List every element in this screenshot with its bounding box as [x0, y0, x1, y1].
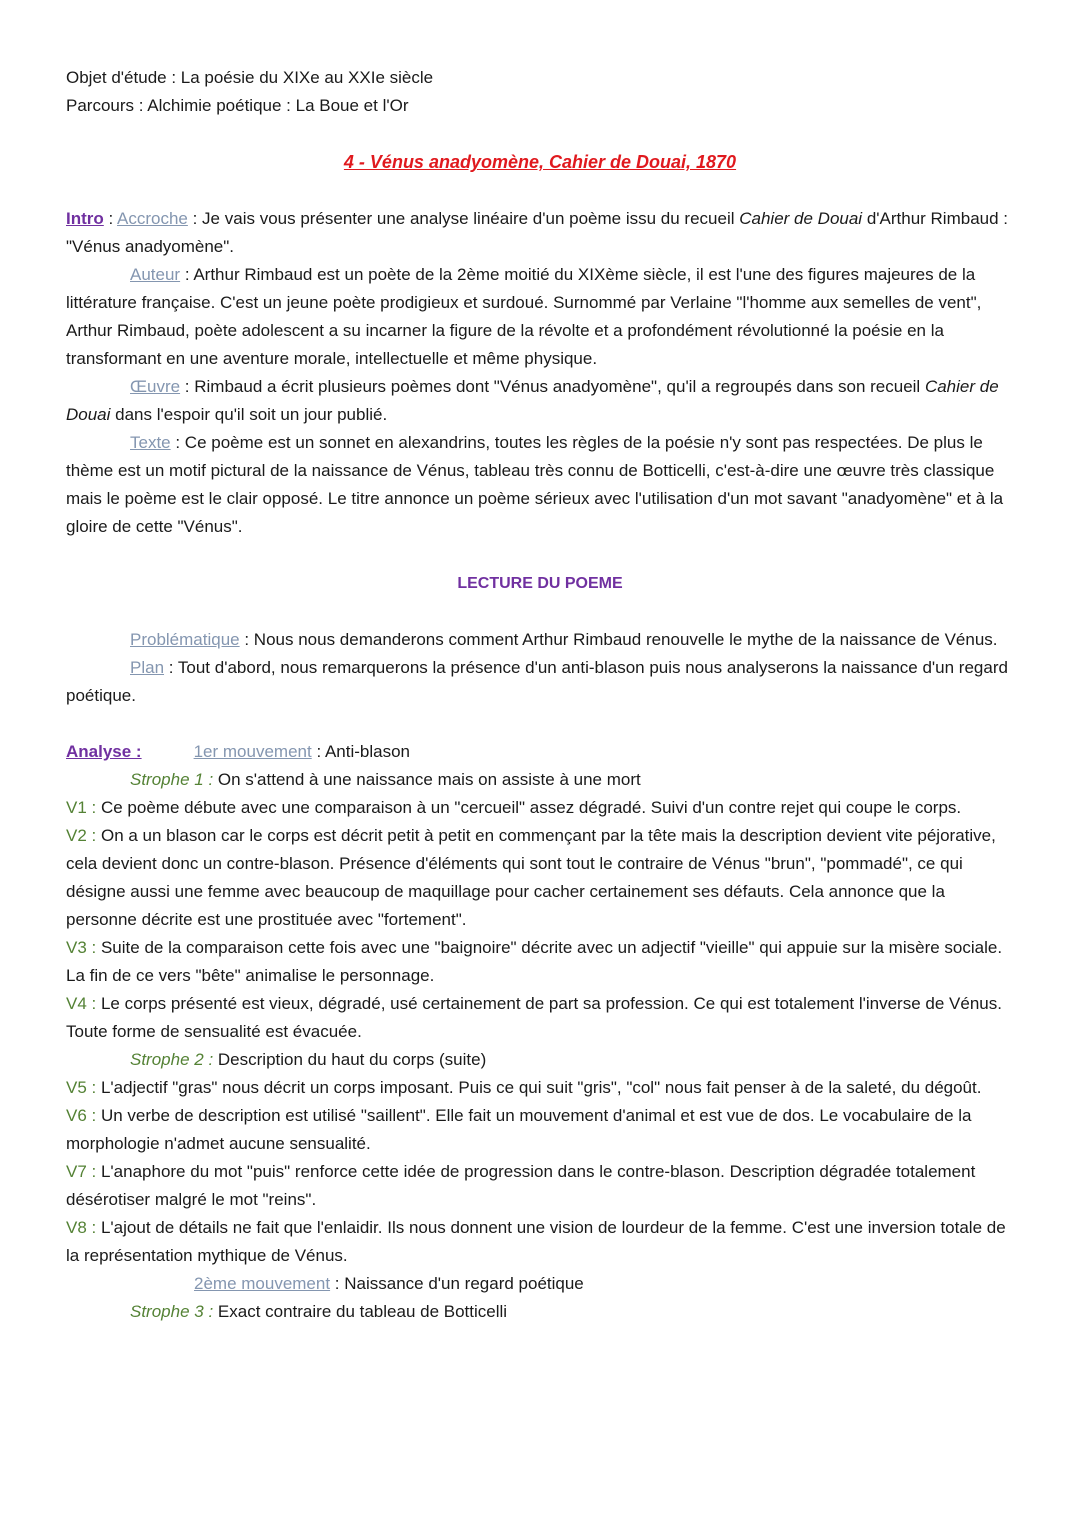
strophe2-text: Description du haut du corps (suite) — [213, 1050, 487, 1069]
verse-v1 — [66, 794, 1014, 822]
reading-heading: LECTURE DU POEME — [457, 575, 623, 592]
accroche-work: Cahier de Douai — [739, 209, 863, 228]
reading-wrap — [66, 569, 1014, 598]
v8-label: V8 : — [66, 1218, 97, 1237]
v3-label: V3 : — [66, 938, 97, 957]
strophe3-text: Exact contraire du tableau de Botticelli — [213, 1302, 508, 1321]
v1-label: V1 : — [66, 798, 97, 817]
v4-label: V4 : — [66, 994, 97, 1013]
v5-label: V5 : — [66, 1078, 97, 1097]
v6-text: Un verbe de description est utilisé "saillent". Elle fait un mouvement d'animal et est vue de dos. Le vocabulaire de la morphologie n'admet aucune sensualité. — [66, 1106, 972, 1153]
intro-sep: : — [103, 209, 118, 228]
strophe1-label: Strophe 1 : — [130, 770, 214, 789]
verse-v3 — [66, 934, 1014, 990]
oeuvre-text-a: : Rimbaud a écrit plusieurs poèmes dont "Vénus anadyomène", qu'il a regroupés dans son recueil — [180, 377, 925, 396]
verse-v8 — [66, 1214, 1014, 1270]
plan — [66, 654, 1014, 710]
plan-label: Plan — [130, 658, 165, 677]
strophe2-label: Strophe 2 : — [130, 1050, 214, 1069]
page-title: 4 - Vénus anadyomène, Cahier de Douai, 1870 — [343, 152, 737, 172]
oeuvre-work: Cahier de Douai — [66, 377, 999, 424]
v5-text: L'adjectif "gras" nous décrit un corps imposant. Puis ce qui suit "gris", "col" nous fait penser à de la saleté, du dégoût. — [96, 1078, 982, 1097]
problematique-text: : Nous nous demanderons comment Arthur Rimbaud renouvelle le mythe de la naissance de Vénus. — [239, 630, 998, 649]
oeuvre-text-b: dans l'espoir qu'il soit un jour publié. — [110, 405, 388, 424]
parcours: Parcours : Alchimie poétique : La Boue et l'Or — [66, 96, 409, 115]
move1-text: : Anti-blason — [311, 742, 410, 761]
v6-label: V6 : — [66, 1106, 97, 1125]
verse-v7 — [66, 1158, 1014, 1214]
intro-accroche — [66, 205, 1014, 261]
v7-label: V7 : — [66, 1162, 97, 1181]
verse-v4 — [66, 990, 1014, 1046]
intro-auteur — [66, 261, 1014, 373]
v2-text: On a un blason car le corps est décrit petit à petit en commençant par la tête mais la description devient vite péjorative, cela devient donc un contre-blason. Présence d'éléments qui sont tout le contraire de Vénus "brun", "pommadé", ce qui désigne aussi une femme avec beaucoup de maquillage pour cacher certainement ses défauts. Cela annonce que la personne décrite est une prostituée avec "fortement". — [66, 826, 996, 929]
strophe3-label: Strophe 3 : — [130, 1302, 214, 1321]
v8-text: L'ajout de détails ne fait que l'enlaidir. Ils nous donnent une vision de lourdeur de la femme. C'est une inversion totale de la représentation mythique de Vénus. — [66, 1218, 1006, 1265]
verse-v6 — [66, 1102, 1014, 1158]
analyse-label: Analyse : — [66, 742, 142, 761]
problematique — [66, 626, 1014, 654]
move1-label: 1er mouvement — [193, 742, 312, 761]
move2 — [66, 1270, 1014, 1298]
v4-text: Le corps présenté est vieux, dégradé, usé certainement de part sa profession. Ce qui est totalement l'inverse de Vénus. Toute forme de sensualité est évacuée. — [66, 994, 1002, 1041]
accroche-text-a: : Je vais vous présenter une analyse linéaire d'un poème issu du recueil — [187, 209, 740, 228]
plan-text: : Tout d'abord, nous remarquerons la présence d'un anti-blason puis nous analyserons la naissance d'un regard poétique. — [66, 658, 1008, 705]
analyse-heading — [66, 738, 1014, 766]
intro-texte — [66, 429, 1014, 541]
intro-oeuvre — [66, 373, 1014, 429]
auteur-text: : Arthur Rimbaud est un poète de la 2ème moitié du XIXème siècle, il est l'une des figures majeures de la littérature française. C'est un jeune poète prodigieux et surdoué. Surnommé par Verlaine "l'homme aux semelles de vent", Arthur Rimbaud, poète adolescent a su incarner la figure de la révolte et a profondément révolutionné la poésie en la transformant en une aventure morale, intellectuelle et même physique. — [66, 265, 982, 368]
problematique-label: Problématique — [130, 630, 240, 649]
verse-v2 — [66, 822, 1014, 934]
accroche-text-b: d'Arthur Rimbaud : "Vénus anadyomène". — [66, 209, 1009, 256]
accroche-label: Accroche — [117, 209, 188, 228]
move1 — [194, 738, 410, 766]
auteur-label: Auteur — [130, 265, 181, 284]
strophe1-text: On s'attend à une naissance mais on assiste à une mort — [213, 770, 641, 789]
move2-text: : Naissance d'un regard poétique — [330, 1274, 584, 1293]
oeuvre-label: Œuvre — [130, 377, 181, 396]
v7-text: L'anaphore du mot "puis" renforce cette idée de progression dans le contre-blason. Description dégradée totalement désérotiser malgré le mot "reins". — [66, 1162, 976, 1209]
title-wrap — [66, 148, 1014, 177]
strophe2 — [66, 1046, 1014, 1074]
move2-label: 2ème mouvement — [194, 1274, 331, 1293]
v3-text: Suite de la comparaison cette fois avec une "baignoire" décrite avec un adjectif "vieille" qui appuie sur la misère sociale. La fin de ce vers "bête" animalise le personnage. — [66, 938, 1003, 985]
strophe1 — [66, 766, 1014, 794]
v2-label: V2 : — [66, 826, 97, 845]
intro-label: Intro — [66, 209, 104, 228]
strophe3 — [66, 1298, 1014, 1326]
verse-v5 — [66, 1074, 1014, 1102]
texte-label: Texte — [130, 433, 171, 452]
texte-text: : Ce poème est un sonnet en alexandrins, toutes les règles de la poésie n'y sont pas respectées. De plus le thème est un motif pictural de la naissance de Vénus, tableau très connu de Botticelli, c'est-à-dire une œuvre très classique mais le poème est le clair opposé. Le titre annonce un poème sérieux avec l'utilisation d'un mot savant "anadyomène" et à la gloire de cette "Vénus". — [66, 433, 1004, 536]
v1-text: Ce poème débute avec une comparaison à un "cercueil" assez dégradé. Suivi d'un contre rejet qui coupe le corps. — [96, 798, 962, 817]
objet-etude: Objet d'étude : La poésie du XIXe au XXIe siècle — [66, 68, 434, 87]
